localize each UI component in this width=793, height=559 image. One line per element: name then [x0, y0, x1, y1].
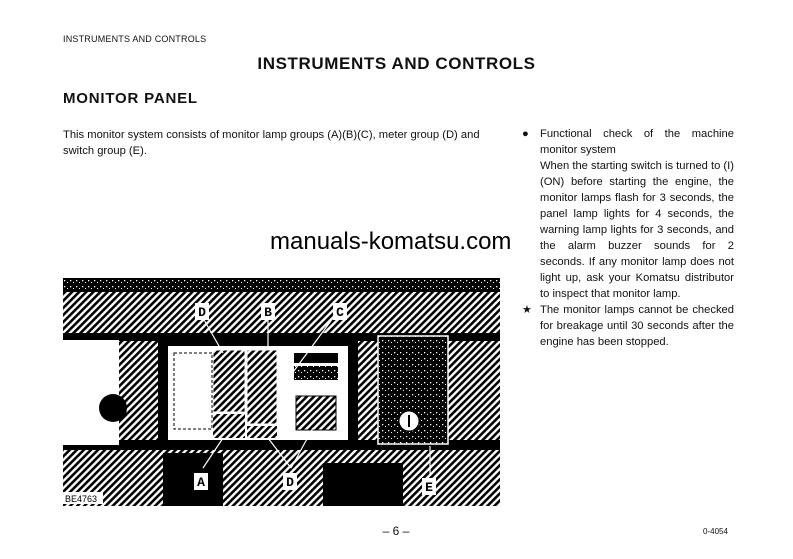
running-head: INSTRUMENTS AND CONTROLS [63, 34, 207, 44]
monitor-panel-photo [63, 278, 500, 506]
label-c: C [336, 305, 344, 320]
section-title: MONITOR PANEL [63, 90, 198, 107]
lamp-group-b [247, 350, 277, 424]
page-title: INSTRUMENTS AND CONTROLS [257, 54, 536, 73]
page-number: – 6 – [382, 524, 410, 538]
left-panel [63, 340, 119, 445]
functional-check-item [522, 126, 734, 302]
figure-code: BE4763 [65, 494, 98, 504]
note-item [522, 302, 734, 350]
label-d-bottom: D [286, 475, 294, 490]
label-e: E [425, 480, 433, 495]
label-d-top: D [198, 305, 206, 320]
watermark: manuals-komatsu.com [270, 228, 512, 255]
bullet-icon: ● [522, 128, 529, 140]
lamp-group-c [296, 396, 336, 430]
functional-check-body: When the starting switch is turned to (I) (ON) before starting the engine, the monitor lamps flash for 3 seconds, the panel lamp lights for 4 seconds, the warning lamp lights for 3 seconds, and the alarm buzzer sounds for 2 seconds. If any monitor lamp does not light up, ask your Komatsu distributor to inspect that monitor lamp. [540, 160, 734, 300]
lamp-group-a [213, 350, 245, 412]
right-column [522, 126, 734, 350]
label-a: A [197, 475, 205, 490]
functional-check-title: Functional check of the machine monitor system [540, 128, 734, 156]
intro-paragraph: This monitor system consists of monitor lamp groups (A)(B)(C), meter group (D) and switch group (E). [63, 129, 480, 157]
label-b: B [264, 305, 272, 320]
document-code: 0-4054 [703, 527, 728, 536]
star-icon: ★ [522, 304, 533, 316]
note-text: The monitor lamps cannot be checked for breakage until 30 seconds after the engine has been stopped. [540, 304, 734, 348]
